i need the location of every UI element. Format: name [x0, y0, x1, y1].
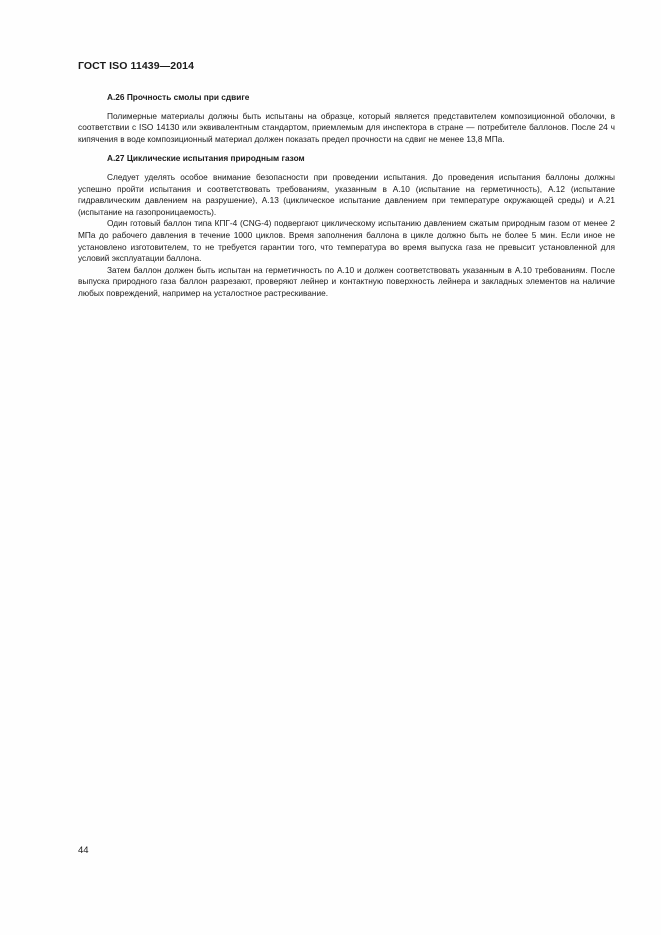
section-a26 — [78, 92, 615, 145]
document-body — [78, 92, 615, 300]
paragraph: Полимерные материалы должны быть испытаны на образце, который является представителем композиционной оболочки, в соответствии с ISO 14130 или эквивалентным стандартом, приемлемым для инспектора в стране — потребителе баллонов. После 24 ч кипячения в воде композиционный материал должен показать предел прочности на сдвиг не менее 13,8 МПа. — [78, 110, 615, 144]
paragraph: Затем баллон должен быть испытан на герметичность по А.10 и должен соответствовать указанным в А.10 требованиям. После выпуска природного газа баллон разрезают, проверяют лейнер и контактную поверхность лейнера и закладных элементов на наличие любых повреждений, например на усталостное растрескивание. — [78, 264, 615, 298]
section-title: А.26 Прочность смолы при сдвиге — [107, 92, 250, 102]
section-spacer — [78, 145, 615, 153]
paragraph: Один готовый баллон типа КПГ-4 (CNG-4) подвергают циклическому испытанию давлением сжатым природным газом от менее 2 МПа до рабочего давления в течение 1000 циклов. Время заполнения баллона в цикле должно быть не более 5 мин. Если иное не установлено изготовителем, то не требуется гарантии того, что температура во время выпуска газа не превысит установленной для условий эксплуатации баллона. — [78, 218, 615, 264]
section-title: А.27 Циклические испытания природным газом — [107, 153, 305, 164]
document-header: ГОСТ ISO 11439—2014 — [78, 60, 195, 72]
section-a27 — [78, 153, 615, 299]
paragraph: Следует уделять особое внимание безопасности при проведении испытания. До проведения испытания баллоны должны успешно пройти испытания и соответствовать требованиям, указанным в А.10 (испытание на герметичность), А.12 (испытание гидравлическим давлением на разрушение), А.13 (циклическое испытание давлением при температуре окружающей среды) и А.21 (испытание на газопроницаемость). — [78, 171, 615, 217]
page-number: 44 — [78, 845, 89, 856]
